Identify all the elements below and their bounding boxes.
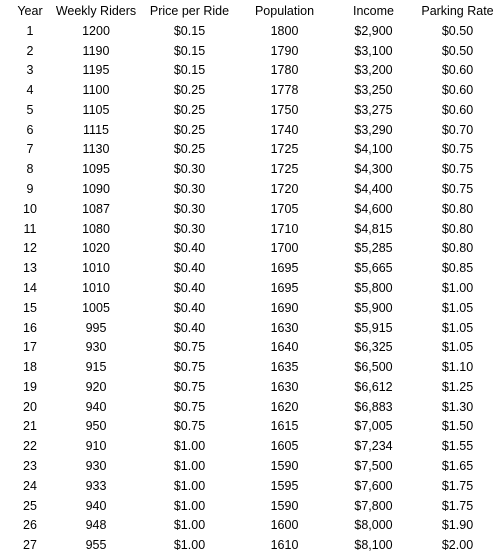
population-cell: 1750 <box>270 102 299 117</box>
price-per-ride-cell: $1.00 <box>173 458 206 473</box>
parking-rate-cell: $0.60 <box>441 63 474 78</box>
parking-rate-cell: $1.90 <box>441 518 474 533</box>
price-per-ride-cell: $1.00 <box>173 478 206 493</box>
weekly-riders-cell: 1190 <box>82 43 110 58</box>
weekly-riders-cell: 955 <box>85 538 107 553</box>
year-cell: 16 <box>23 320 37 335</box>
weekly-riders-cell: 1095 <box>82 162 110 177</box>
year-cell: 22 <box>23 439 37 454</box>
table-row <box>10 61 500 81</box>
weekly-riders-cell: 1195 <box>82 63 110 78</box>
income-cell: $6,500 <box>354 360 393 375</box>
price-per-ride-cell: $1.00 <box>173 538 206 553</box>
weekly-riders-cell: 940 <box>85 399 107 414</box>
parking-rate-cell: $0.75 <box>441 162 474 177</box>
population-cell: 1615 <box>270 419 299 434</box>
income-cell: $3,100 <box>354 43 393 58</box>
weekly-riders-cell: 950 <box>85 419 107 434</box>
income-cell: $3,200 <box>354 63 393 78</box>
population-cell: 1690 <box>270 300 299 315</box>
price-per-ride-cell: $1.00 <box>173 518 206 533</box>
income-cell: $8,100 <box>354 538 393 553</box>
population-cell: 1605 <box>270 439 299 454</box>
year-cell: 10 <box>23 201 37 216</box>
year-cell: 12 <box>23 241 37 256</box>
table-row <box>10 338 500 358</box>
table-row <box>10 22 500 42</box>
weekly-riders-cell: 930 <box>85 340 107 355</box>
population-cell: 1725 <box>270 142 299 157</box>
weekly-riders-cell: 1090 <box>82 182 110 197</box>
column-header-parking-rate: Parking Rate <box>421 4 494 18</box>
income-cell: $7,005 <box>354 419 393 434</box>
table-row <box>10 200 500 220</box>
weekly-riders-cell: 1005 <box>82 300 110 315</box>
table-row <box>10 299 500 319</box>
year-cell: 8 <box>26 162 34 177</box>
parking-rate-cell: $0.80 <box>441 201 474 216</box>
table-row <box>10 477 500 497</box>
price-per-ride-cell: $0.75 <box>173 399 206 414</box>
population-cell: 1630 <box>270 320 299 335</box>
parking-rate-cell: $1.50 <box>441 419 474 434</box>
table-row <box>10 536 500 556</box>
price-per-ride-cell: $0.30 <box>173 182 206 197</box>
parking-rate-cell: $1.05 <box>441 300 474 315</box>
population-cell: 1790 <box>270 43 299 58</box>
price-per-ride-cell: $0.75 <box>173 419 206 434</box>
weekly-riders-cell: 948 <box>85 518 107 533</box>
weekly-riders-cell: 1080 <box>82 221 110 236</box>
population-cell: 1590 <box>270 458 299 473</box>
year-cell: 7 <box>26 142 34 157</box>
income-cell: $7,500 <box>354 458 393 473</box>
column-header-year: Year <box>17 4 43 18</box>
year-cell: 17 <box>23 340 37 355</box>
price-per-ride-cell: $0.30 <box>173 221 206 236</box>
table-row <box>10 239 500 259</box>
parking-rate-cell: $0.80 <box>441 241 474 256</box>
column-header-weekly-riders: Weekly Riders <box>55 4 137 18</box>
column-header-population: Population <box>254 4 315 18</box>
table-row <box>10 140 500 160</box>
income-cell: $8,000 <box>354 518 393 533</box>
parking-rate-cell: $1.75 <box>441 478 474 493</box>
table-row <box>10 180 500 200</box>
weekly-riders-cell: 920 <box>85 379 107 394</box>
table-row <box>10 437 500 457</box>
year-cell: 5 <box>26 102 34 117</box>
table-row <box>10 497 500 517</box>
table-row <box>10 358 500 378</box>
income-cell: $4,300 <box>354 162 393 177</box>
income-cell: $7,234 <box>354 439 393 454</box>
parking-rate-cell: $1.75 <box>441 498 474 513</box>
population-cell: 1610 <box>270 538 299 553</box>
year-cell: 23 <box>23 458 37 473</box>
table-row <box>10 457 500 477</box>
year-cell: 13 <box>23 261 37 276</box>
table-row <box>10 378 500 398</box>
income-cell: $4,815 <box>354 221 393 236</box>
year-cell: 25 <box>23 498 37 513</box>
year-cell: 9 <box>26 182 34 197</box>
table-header <box>10 2 500 22</box>
price-per-ride-cell: $0.25 <box>173 122 206 137</box>
price-per-ride-cell: $0.30 <box>173 162 206 177</box>
population-cell: 1640 <box>270 340 299 355</box>
table-row <box>10 259 500 279</box>
parking-rate-cell: $1.10 <box>441 360 474 375</box>
income-cell: $6,883 <box>354 399 393 414</box>
price-per-ride-cell: $1.00 <box>173 439 206 454</box>
population-cell: 1620 <box>270 399 299 414</box>
population-cell: 1695 <box>270 280 299 295</box>
year-cell: 15 <box>23 300 37 315</box>
income-cell: $4,600 <box>354 201 393 216</box>
year-cell: 2 <box>26 43 34 58</box>
parking-rate-cell: $0.75 <box>441 142 474 157</box>
table-body <box>10 22 500 556</box>
income-cell: $5,285 <box>354 241 393 256</box>
weekly-riders-cell: 940 <box>85 498 107 513</box>
year-cell: 21 <box>23 419 37 434</box>
weekly-riders-cell: 1115 <box>83 122 109 137</box>
price-per-ride-cell: $0.75 <box>173 340 206 355</box>
population-cell: 1778 <box>270 83 299 98</box>
table-row <box>10 160 500 180</box>
column-header-income: Income <box>353 4 394 18</box>
income-cell: $4,100 <box>354 142 393 157</box>
table-row <box>10 42 500 62</box>
year-cell: 14 <box>23 280 37 295</box>
income-cell: $4,400 <box>354 182 393 197</box>
year-cell: 26 <box>23 518 37 533</box>
parking-rate-cell: $2.00 <box>441 538 474 553</box>
price-per-ride-cell: $1.00 <box>173 498 206 513</box>
population-cell: 1720 <box>270 182 299 197</box>
population-cell: 1695 <box>270 261 299 276</box>
parking-rate-cell: $0.60 <box>441 102 474 117</box>
parking-rate-cell: $1.05 <box>441 340 474 355</box>
table-row <box>10 121 500 141</box>
weekly-riders-cell: 1100 <box>82 83 110 98</box>
population-cell: 1710 <box>270 221 299 236</box>
price-per-ride-cell: $0.15 <box>173 43 206 58</box>
population-cell: 1600 <box>270 518 299 533</box>
table-row <box>10 516 500 536</box>
column-header-price-per-ride: Price per Ride <box>149 4 230 18</box>
year-cell: 4 <box>26 83 34 98</box>
population-cell: 1635 <box>270 360 299 375</box>
year-cell: 3 <box>26 63 34 78</box>
price-per-ride-cell: $0.25 <box>173 83 206 98</box>
income-cell: $3,250 <box>354 83 393 98</box>
parking-rate-cell: $1.25 <box>441 379 474 394</box>
parking-rate-cell: $0.70 <box>441 122 474 137</box>
income-cell: $5,915 <box>354 320 393 335</box>
weekly-riders-cell: 1105 <box>82 102 110 117</box>
price-per-ride-cell: $0.15 <box>173 23 206 38</box>
parking-rate-cell: $0.50 <box>441 23 474 38</box>
weekly-riders-cell: 1200 <box>82 23 110 38</box>
income-cell: $7,800 <box>354 498 393 513</box>
weekly-riders-cell: 1010 <box>82 280 110 295</box>
table-row <box>10 279 500 299</box>
weekly-riders-cell: 1010 <box>82 261 110 276</box>
income-cell: $6,612 <box>354 379 393 394</box>
price-per-ride-cell: $0.40 <box>173 280 206 295</box>
weekly-riders-cell: 1020 <box>82 241 110 256</box>
parking-rate-cell: $1.30 <box>441 399 474 414</box>
table-row <box>10 101 500 121</box>
weekly-riders-cell: 930 <box>85 458 107 473</box>
year-cell: 11 <box>23 221 37 236</box>
income-cell: $3,275 <box>354 102 393 117</box>
population-cell: 1595 <box>270 478 299 493</box>
income-cell: $2,900 <box>354 23 393 38</box>
weekly-riders-cell: 1130 <box>82 142 110 157</box>
price-per-ride-cell: $0.15 <box>173 63 206 78</box>
weekly-riders-cell: 995 <box>85 320 107 335</box>
income-cell: $5,800 <box>354 280 393 295</box>
income-cell: $3,290 <box>354 122 393 137</box>
population-cell: 1630 <box>270 379 299 394</box>
income-cell: $6,325 <box>354 340 393 355</box>
year-cell: 27 <box>23 538 37 553</box>
year-cell: 18 <box>23 360 37 375</box>
table-row <box>10 81 500 101</box>
price-per-ride-cell: $0.75 <box>173 360 206 375</box>
price-per-ride-cell: $0.40 <box>173 320 206 335</box>
parking-rate-cell: $0.60 <box>441 83 474 98</box>
population-cell: 1590 <box>270 498 299 513</box>
price-per-ride-cell: $0.25 <box>173 142 206 157</box>
parking-rate-cell: $1.05 <box>441 320 474 335</box>
weekly-riders-cell: 933 <box>85 478 107 493</box>
table-row <box>10 417 500 437</box>
parking-rate-cell: $0.75 <box>441 182 474 197</box>
parking-rate-cell: $0.50 <box>441 43 474 58</box>
year-cell: 24 <box>23 478 37 493</box>
population-cell: 1700 <box>270 241 299 256</box>
parking-rate-cell: $0.80 <box>441 221 474 236</box>
weekly-riders-cell: 915 <box>85 360 107 375</box>
population-cell: 1800 <box>270 23 299 38</box>
year-cell: 20 <box>23 399 37 414</box>
population-cell: 1725 <box>270 162 299 177</box>
year-cell: 6 <box>26 122 34 137</box>
parking-rate-cell: $1.65 <box>441 458 474 473</box>
income-cell: $7,600 <box>354 478 393 493</box>
data-table <box>10 2 500 556</box>
price-per-ride-cell: $0.30 <box>173 201 206 216</box>
population-cell: 1705 <box>270 201 299 216</box>
header-row <box>10 2 500 22</box>
price-per-ride-cell: $0.40 <box>173 261 206 276</box>
table-row <box>10 319 500 339</box>
parking-rate-cell: $1.55 <box>441 439 474 454</box>
price-per-ride-cell: $0.75 <box>173 379 206 394</box>
parking-rate-cell: $0.85 <box>441 261 474 276</box>
population-cell: 1780 <box>270 63 299 78</box>
population-cell: 1740 <box>270 122 299 137</box>
weekly-riders-cell: 910 <box>85 439 107 454</box>
parking-rate-cell: $1.00 <box>441 280 474 295</box>
income-cell: $5,665 <box>354 261 393 276</box>
price-per-ride-cell: $0.40 <box>173 300 206 315</box>
price-per-ride-cell: $0.40 <box>173 241 206 256</box>
table-row <box>10 220 500 240</box>
weekly-riders-cell: 1087 <box>82 201 110 216</box>
table-row <box>10 398 500 418</box>
income-cell: $5,900 <box>354 300 393 315</box>
year-cell: 19 <box>23 379 37 394</box>
year-cell: 1 <box>26 23 34 38</box>
price-per-ride-cell: $0.25 <box>173 102 206 117</box>
